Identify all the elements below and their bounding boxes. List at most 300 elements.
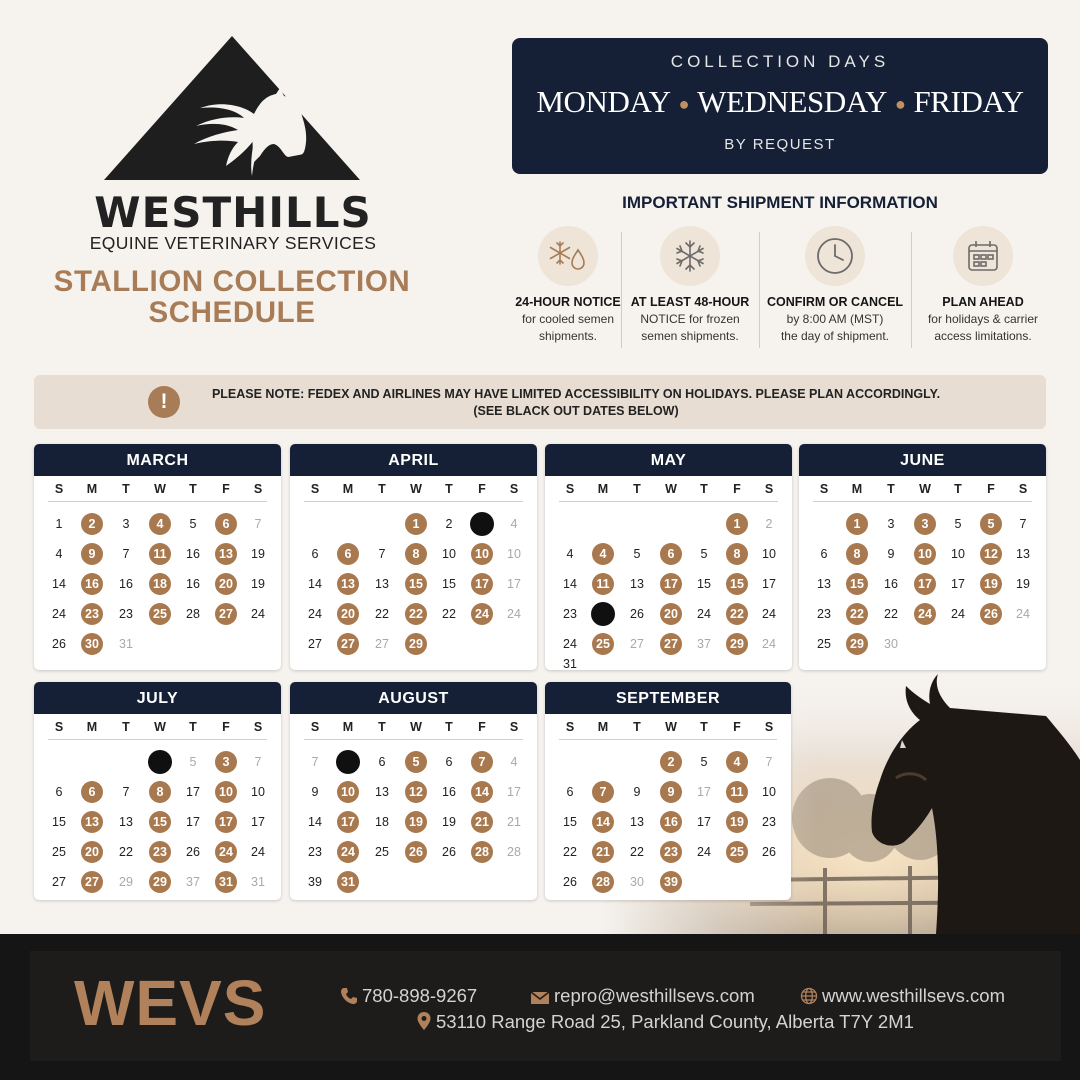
collection-day: 5 [405, 751, 427, 773]
brand-name: WESTHILLS [94, 188, 372, 237]
calendar-day: 25 [375, 845, 389, 859]
calendar-day: 31 [563, 657, 577, 670]
collection-day: 4 [149, 513, 171, 535]
calendar-day: 15 [563, 815, 577, 829]
location-pin-icon [416, 1011, 432, 1031]
collection-day: 15 [726, 573, 748, 595]
collection-day: 26 [405, 841, 427, 863]
phone-icon [340, 987, 358, 1005]
collection-day: 17 [914, 573, 936, 595]
calendar-day: 17 [251, 815, 265, 829]
calendar-day: 16 [442, 785, 456, 799]
weekday-label: W [665, 482, 677, 496]
calendar-month-header: SEPTEMBER [545, 682, 791, 714]
calendar-day: 19 [1016, 577, 1030, 591]
calendar-day: 4 [510, 755, 518, 769]
calendar-day: 14 [563, 577, 577, 591]
calendar-day: 7 [311, 755, 319, 769]
calendar-day: 10 [251, 785, 265, 799]
calendar-august [290, 682, 537, 900]
email-icon [530, 989, 550, 1005]
calendar-grid [34, 714, 281, 900]
email-address: repro@westhillsevs.com [554, 985, 755, 1006]
weekday-label: S [54, 482, 64, 496]
weekday-divider [304, 739, 523, 740]
collection-day: 16 [81, 573, 103, 595]
weekday-label: S [509, 720, 519, 734]
weekday-label: T [122, 720, 130, 734]
collection-day: 14 [471, 781, 493, 803]
calendar-day: 15 [52, 815, 66, 829]
weekday-label: T [122, 482, 130, 496]
collection-day: 20 [660, 603, 682, 625]
calendar-day: 22 [563, 845, 577, 859]
calendar-day: 6 [566, 785, 574, 799]
calendar-day: 24 [762, 637, 776, 651]
collection-day: 8 [726, 543, 748, 565]
calendar-day: 3 [122, 517, 130, 531]
collection-day: 17 [660, 573, 682, 595]
info-item-confirm [762, 226, 908, 350]
calendar-grid [290, 714, 537, 900]
weekday-label: T [378, 720, 386, 734]
collection-day: 28 [471, 841, 493, 863]
calendar-day: 4 [566, 547, 574, 561]
calendar-day: 25 [52, 845, 66, 859]
collection-day: 15 [405, 573, 427, 595]
calendar-day: 26 [630, 607, 644, 621]
collection-day: 7 [592, 781, 614, 803]
calendar-day: 24 [52, 607, 66, 621]
calendar-day: 5 [700, 547, 708, 561]
calendar-day: 31 [251, 875, 265, 889]
footer-brand: WEVS [74, 967, 267, 1039]
calendar-day: 17 [951, 577, 965, 591]
calendar-day: 19 [442, 815, 456, 829]
calendar-day: 27 [630, 637, 644, 651]
weekday-label: F [222, 720, 230, 734]
weekday-label: S [565, 720, 575, 734]
calendar-day: 26 [563, 875, 577, 889]
collection-day: 39 [660, 871, 682, 893]
collection-day: 4 [726, 751, 748, 773]
calendar-day: 24 [1016, 607, 1030, 621]
calendar-day: 23 [563, 607, 577, 621]
snowflake-icon [660, 226, 720, 286]
weekday-label: M [597, 482, 609, 496]
calendar-day: 4 [510, 517, 518, 531]
calendar-day: 3 [887, 517, 895, 531]
calendar-may [545, 444, 792, 670]
calendar-day: 17 [507, 577, 521, 591]
calendar-day: 5 [189, 517, 197, 531]
separator-dot: ● [894, 94, 906, 115]
calendar-day: 9 [633, 785, 641, 799]
calendar-day: 16 [884, 577, 898, 591]
calendar-day: 13 [630, 815, 644, 829]
calendar-april [290, 444, 537, 670]
calendar-day: 10 [951, 547, 965, 561]
collection-day: 19 [405, 811, 427, 833]
blackout-day [591, 602, 615, 626]
calendar-month-header: MAY [545, 444, 792, 476]
collection-day: 27 [660, 633, 682, 655]
calendar-day: 6 [378, 755, 386, 769]
calendar-month-header: MARCH [34, 444, 281, 476]
info-item-body: by 8:00 AM (MST) the day of shipment. [780, 312, 890, 343]
notice-text [184, 386, 968, 420]
info-item-body: NOTICE for frozen semen shipments. [640, 312, 740, 343]
calendar-day: 21 [507, 815, 521, 829]
calendar-day: 16 [186, 547, 200, 561]
collection-day: 23 [149, 841, 171, 863]
calendar-day: 30 [884, 637, 898, 651]
brand-tagline: EQUINE VETERINARY SERVICES [89, 233, 377, 253]
weekday-label: F [478, 482, 486, 496]
collection-day: 2 [660, 751, 682, 773]
weekday-label: T [189, 482, 197, 496]
weekday-label: T [954, 482, 962, 496]
calendar-grid [290, 476, 537, 670]
calendar-day: 7 [122, 547, 130, 561]
collection-day: 11 [149, 543, 171, 565]
calendar-day: 27 [52, 875, 66, 889]
calendar-day: 9 [311, 785, 319, 799]
weekday-label: S [310, 720, 320, 734]
calendar-day: 14 [308, 577, 322, 591]
collection-day: 1 [726, 513, 748, 535]
weekday-label: T [633, 482, 641, 496]
collection-day: 28 [592, 871, 614, 893]
collection-day: 17 [471, 573, 493, 595]
calendar-day: 37 [186, 875, 200, 889]
calendar-grid [545, 714, 791, 900]
collection-day: 22 [726, 603, 748, 625]
collection-day-wednesday: WEDNESDAY [697, 84, 887, 119]
calendar-day: 26 [186, 845, 200, 859]
collection-day: 5 [980, 513, 1002, 535]
calendar-day: 26 [762, 845, 776, 859]
website-url: www.westhillsevs.com [822, 985, 1005, 1006]
calendar-day: 1 [55, 517, 63, 531]
collection-day: 6 [660, 543, 682, 565]
collection-day: 31 [337, 871, 359, 893]
calendar-month-header: JULY [34, 682, 281, 714]
calendar-day: 22 [119, 845, 133, 859]
calendar-grid [34, 476, 281, 670]
footer-website[interactable] [800, 985, 1005, 1007]
calendar-day: 37 [697, 637, 711, 651]
weekday-label: S [764, 482, 774, 496]
calendar-day: 9 [887, 547, 895, 561]
calendar-day: 19 [251, 577, 265, 591]
calendar-month-header: AUGUST [290, 682, 537, 714]
weekday-label: T [378, 482, 386, 496]
calendar-day: 17 [186, 785, 200, 799]
collection-day: 14 [592, 811, 614, 833]
collection-day: 25 [149, 603, 171, 625]
collection-day: 17 [337, 811, 359, 833]
weekday-label: S [310, 482, 320, 496]
info-item-plan-ahead [912, 226, 1054, 350]
calendar-day: 30 [630, 875, 644, 889]
weekday-label: M [342, 482, 354, 496]
collection-day: 24 [215, 841, 237, 863]
calendar-day: 16 [119, 577, 133, 591]
collection-day: 27 [337, 633, 359, 655]
collection-day: 10 [215, 781, 237, 803]
calendar-day: 26 [442, 845, 456, 859]
collection-day: 12 [405, 781, 427, 803]
holiday-notice [34, 375, 1046, 429]
collection-day: 13 [215, 543, 237, 565]
collection-days-list [512, 84, 1048, 120]
calendar-day: 25 [817, 637, 831, 651]
calendar-day: 2 [445, 517, 453, 531]
collection-day: 25 [726, 841, 748, 863]
weekday-label: S [509, 482, 519, 496]
info-item-24-hour [500, 226, 636, 350]
collection-day: 10 [471, 543, 493, 565]
calendar-day: 24 [251, 607, 265, 621]
globe-icon [800, 987, 818, 1005]
collection-days-eyebrow: COLLECTION DAYS [670, 52, 890, 71]
collection-day: 10 [914, 543, 936, 565]
calendar-september [545, 682, 791, 900]
calendar-day: 17 [186, 815, 200, 829]
calendar-day: 5 [954, 517, 962, 531]
collection-day: 6 [81, 781, 103, 803]
collection-days-note: BY REQUEST [724, 136, 836, 153]
calendar-day: 7 [254, 517, 262, 531]
separator-dot: ● [678, 94, 690, 115]
calendar-day: 15 [442, 577, 456, 591]
calendar-grid [545, 476, 792, 670]
calendar-day: 14 [308, 815, 322, 829]
collection-day: 27 [215, 603, 237, 625]
weekday-label: F [478, 720, 486, 734]
calendar-day: 7 [254, 755, 262, 769]
footer-address [416, 1011, 914, 1033]
weekday-label: T [445, 482, 453, 496]
page-title-line-1: STALLION COLLECTION [53, 265, 411, 298]
collection-day: 18 [149, 573, 171, 595]
calendar-day: 24 [951, 607, 965, 621]
collection-day: 21 [471, 811, 493, 833]
divider [759, 232, 760, 348]
collection-day: 9 [81, 543, 103, 565]
calendar-day: 24 [251, 845, 265, 859]
calendar-day: 29 [119, 875, 133, 889]
calendar-day: 13 [630, 577, 644, 591]
calendar-day: 13 [375, 577, 389, 591]
calendar-day: 23 [308, 845, 322, 859]
calendar-day: 22 [375, 607, 389, 621]
collection-day: 24 [471, 603, 493, 625]
exclamation-icon: ! [148, 386, 180, 418]
calendar-day: 31 [119, 637, 133, 651]
collection-day: 30 [81, 633, 103, 655]
collection-day: 23 [660, 841, 682, 863]
weekday-label: W [665, 720, 677, 734]
calendar-day: 13 [817, 577, 831, 591]
collection-day: 1 [405, 513, 427, 535]
calendar-july [34, 682, 281, 900]
collection-day: 13 [81, 811, 103, 833]
calendar-day: 5 [633, 547, 641, 561]
collection-day: 13 [337, 573, 359, 595]
info-item-heading: PLAN AHEAD [942, 295, 1024, 309]
blackout-day [470, 512, 494, 536]
calendar-day: 22 [442, 607, 456, 621]
calendar-day: 5 [700, 755, 708, 769]
collection-day-monday: MONDAY [536, 84, 671, 119]
collection-day: 6 [337, 543, 359, 565]
calendar-day: 2 [765, 517, 773, 531]
weekday-label: M [342, 720, 354, 734]
weekday-label: W [410, 482, 422, 496]
calendar-day: 6 [445, 755, 453, 769]
phone-number: 780-898-9267 [362, 985, 478, 1006]
info-item-48-hour [622, 226, 758, 350]
weekday-label: M [597, 720, 609, 734]
weekday-divider [559, 501, 778, 502]
collection-day: 22 [405, 603, 427, 625]
calendar-day: 39 [308, 875, 322, 889]
weekday-label: S [764, 720, 774, 734]
collection-day: 29 [726, 633, 748, 655]
weekday-label: S [565, 482, 575, 496]
footer-phone[interactable] [340, 985, 477, 1007]
calendar-day: 18 [375, 815, 389, 829]
weekday-label: S [819, 482, 829, 496]
calendar-day: 17 [697, 785, 711, 799]
calendar-day: 17 [507, 785, 521, 799]
calendar-day: 28 [507, 845, 521, 859]
calendar-day: 24 [507, 607, 521, 621]
collection-day: 12 [980, 543, 1002, 565]
weekday-label: W [154, 482, 166, 496]
collection-day: 10 [337, 781, 359, 803]
collection-day: 15 [846, 573, 868, 595]
info-item-body: for cooled semen shipments. [521, 312, 615, 343]
calendar-day: 7 [1019, 517, 1027, 531]
collection-day: 3 [914, 513, 936, 535]
collection-day-friday: FRIDAY [913, 84, 1024, 119]
weekday-label: S [253, 482, 263, 496]
calendar-day: 24 [308, 607, 322, 621]
calendar-day: 24 [762, 607, 776, 621]
collection-day: 20 [337, 603, 359, 625]
calendar-day: 17 [697, 815, 711, 829]
weekday-label: M [86, 482, 98, 496]
calendar-day: 10 [442, 547, 456, 561]
notice-line-2: (SEE BLACK OUT DATES BELOW) [473, 404, 679, 418]
calendar-day: 10 [762, 547, 776, 561]
clock-icon [805, 226, 865, 286]
calendar-day: 24 [563, 637, 577, 651]
collection-day: 6 [215, 513, 237, 535]
calendar-day: 22 [884, 607, 898, 621]
calendar-day: 23 [817, 607, 831, 621]
collection-day: 24 [914, 603, 936, 625]
weekday-label: F [987, 482, 995, 496]
collection-day: 7 [471, 751, 493, 773]
collection-day: 16 [660, 811, 682, 833]
calendar-month-header: APRIL [290, 444, 537, 476]
collection-day: 15 [149, 811, 171, 833]
weekday-label: S [253, 720, 263, 734]
info-item-body: for holidays & carrier access limitations. [927, 312, 1039, 343]
page-title [40, 266, 424, 328]
calendar-grid [799, 476, 1046, 670]
collection-day: 2 [81, 513, 103, 535]
info-item-heading: CONFIRM OR CANCEL [766, 295, 904, 309]
calendar-day: 6 [311, 547, 319, 561]
weekday-label: T [445, 720, 453, 734]
calendar-day: 24 [697, 607, 711, 621]
calendar-day: 23 [119, 607, 133, 621]
collection-day: 8 [846, 543, 868, 565]
weekday-divider [813, 501, 1032, 502]
blackout-day [336, 750, 360, 774]
collection-day: 29 [149, 871, 171, 893]
collection-day: 8 [405, 543, 427, 565]
calendar-day: 13 [375, 785, 389, 799]
weekday-label: W [919, 482, 931, 496]
calendar-day: 22 [630, 845, 644, 859]
calendar-day: 26 [52, 637, 66, 651]
collection-day: 9 [660, 781, 682, 803]
calendar-day: 6 [820, 547, 828, 561]
calendar-day: 7 [122, 785, 130, 799]
collection-day: 26 [980, 603, 1002, 625]
collection-day: 22 [846, 603, 868, 625]
collection-days-banner [512, 38, 1048, 174]
weekday-label: T [189, 720, 197, 734]
collection-day: 24 [337, 841, 359, 863]
calendar-march [34, 444, 281, 670]
calendar-day: 4 [55, 547, 63, 561]
info-item-heading: 24-HOUR NOTICE [515, 295, 621, 309]
collection-day: 25 [592, 633, 614, 655]
calendar-day: 15 [697, 577, 711, 591]
calendar-day: 24 [697, 845, 711, 859]
weekday-label: F [222, 482, 230, 496]
calendar-june [799, 444, 1046, 670]
calendar-day: 16 [186, 577, 200, 591]
calendar-day: 10 [762, 785, 776, 799]
calendar-day: 17 [762, 577, 776, 591]
info-item-heading: AT LEAST 48-HOUR [630, 295, 750, 309]
calendar-day: 5 [189, 755, 197, 769]
collection-day: 20 [215, 573, 237, 595]
blackout-day [148, 750, 172, 774]
collection-day: 29 [846, 633, 868, 655]
calendar-day: 6 [55, 785, 63, 799]
page-title-line-2: SCHEDULE [148, 296, 316, 329]
collection-day: 23 [81, 603, 103, 625]
weekday-label: S [1018, 482, 1028, 496]
collection-day: 11 [592, 573, 614, 595]
collection-day: 27 [81, 871, 103, 893]
westhills-logo [104, 36, 360, 182]
calendar-day: 10 [507, 547, 521, 561]
collection-day: 17 [215, 811, 237, 833]
calendar-day: 13 [1016, 547, 1030, 561]
weekday-label: T [887, 482, 895, 496]
footer-email[interactable] [530, 985, 755, 1007]
